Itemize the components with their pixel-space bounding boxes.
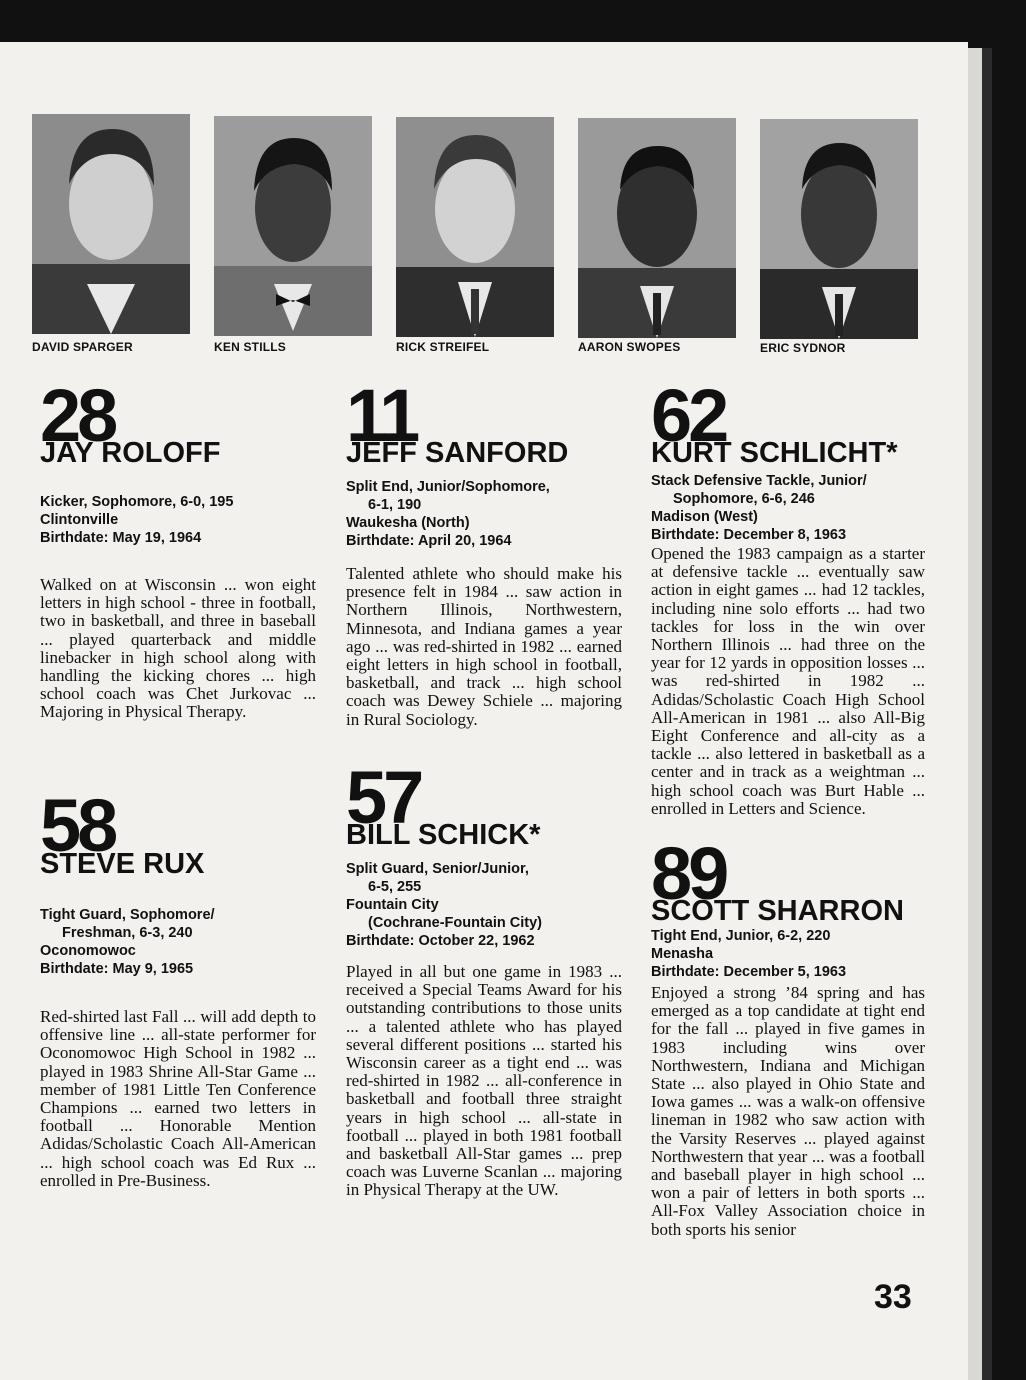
player-name: SCOTT SHARRON	[651, 895, 904, 927]
player-bio: Red-shirted last Fall ... will add depth to offensive line ... all-state performer for Oconomowoc High School in 1982 ... played in 1983 Shrine All-Star Game ... member of 1981 Little Ten Conference Champions ... earned two letters in football ... Honorable Mention Adidas/Scholastic Coach All-American ... high school coach was Ed Rux ... enrolled in Pre-Business.	[40, 1007, 316, 1190]
player-photo	[578, 118, 736, 338]
player-info: Tight End, Junior, 6-2, 220 Menasha Birthdate: December 5, 1963	[651, 928, 847, 980]
player-photo	[760, 119, 918, 339]
player-bio: Opened the 1983 campaign as a starter at defensive tackle ... eventually saw action in eight games ... had 12 tackles, including nine solo efforts ... had two tackles for loss in the win over Northern Illinois ... had three on the year for 12 yards in opposition losses ... was red-shirted in 1982 ... Adidas/Scholastic Coach High School All-American in 1981 ... also All-Big Eight Conference and all-city as a tackle ... also lettered in basketball as a center and in track as a weightman ... high school coach was Burt Hable ... enrolled in Letters and Science.	[651, 544, 925, 818]
photo-caption: DAVID SPARGER	[32, 340, 133, 354]
player-info: Split Guard, Senior/Junior, 6-5, 255 Fountain City (Cochrane-Fountain City) Birthdate: October 22, 1962	[346, 861, 542, 949]
player-name: BILL SCHICK*	[346, 819, 541, 851]
player-name: JEFF SANFORD	[346, 437, 569, 469]
jersey-number: 11	[346, 374, 417, 457]
player-name: STEVE RUX	[40, 848, 205, 880]
photo-caption: RICK STREIFEL	[396, 340, 490, 354]
player-info: Tight Guard, Sophomore/ Freshman, 6-3, 240 Oconomowoc Birthdate: May 9, 1965	[40, 907, 215, 977]
player-photo	[214, 116, 372, 336]
jersey-number: 57	[346, 756, 421, 839]
page-edge-shadow	[982, 48, 992, 1380]
jersey-number: 58	[40, 784, 115, 867]
page-number: 33	[874, 1278, 912, 1316]
player-name: KURT SCHLICHT*	[651, 437, 898, 469]
photo-caption: ERIC SYDNOR	[760, 341, 846, 355]
jersey-number: 89	[651, 832, 726, 915]
photo-caption: KEN STILLS	[214, 340, 287, 354]
player-photo	[32, 114, 190, 334]
player-bio: Talented athlete who should make his presence felt in 1984 ... saw action in Northern Illinois, Northwestern, Minnesota, and Indiana games a year ago ... was red-shirted in 1982 ... earned eight letters in high school in football, basketball, and track ... high school coach was Dewey Schiele ... majoring in Rural Sociology.	[346, 564, 622, 729]
player-bio: Played in all but one game in 1983 ... received a Special Teams Award for his outstanding contributions to those units ... a talented athlete who has played several different positions ... started his Wisconsin career as a tight end ... was red-shirted in 1982 ... all-conference in basketball and football three straight years in high school ... all-state in football ... played in both 1981 football and basketball All-Star games ... prep coach was Luverne Scanlan ... majoring in Physical Therapy at the UW.	[346, 962, 622, 1200]
player-info: Kicker, Sophomore, 6-0, 195 Clintonville Birthdate: May 19, 1964	[40, 494, 234, 546]
page-edge	[968, 48, 982, 1380]
player-info: Stack Defensive Tackle, Junior/ Sophomore, 6-6, 246 Madison (West) Birthdate: December 8, 1963	[651, 473, 867, 543]
player-bio: Enjoyed a strong ’84 spring and has emerged as a top candidate at tight end for the fall ... played in five games in 1983 including wins over Northwestern, Indiana and Michigan State ... also played in Ohio State and Iowa games ... was a walk-on offensive lineman in 1982 who saw action with the Varsity Reserves ... played against Northwestern that year ... was a football and baseball player in high school ... won a pair of letters in both sports ... All-Fox Valley Association choice in both sports his senior	[651, 983, 925, 1239]
jersey-number: 28	[40, 374, 115, 457]
player-bio: Walked on at Wisconsin ... won eight letters in high school - three in football, two in basketball, and three in baseball ... played quarterback and middle linebacker in high school along with handling the kicking chores ... high school coach was Chet Jurkovac ... Majoring in Physical Therapy.	[40, 575, 316, 722]
player-name: JAY ROLOFF	[40, 437, 221, 469]
player-photo	[396, 117, 554, 337]
player-info: Split End, Junior/Sophomore, 6-1, 190 Waukesha (North) Birthdate: April 20, 1964	[346, 479, 550, 549]
jersey-number: 62	[651, 374, 726, 457]
photo-caption: AARON SWOPES	[578, 340, 681, 354]
